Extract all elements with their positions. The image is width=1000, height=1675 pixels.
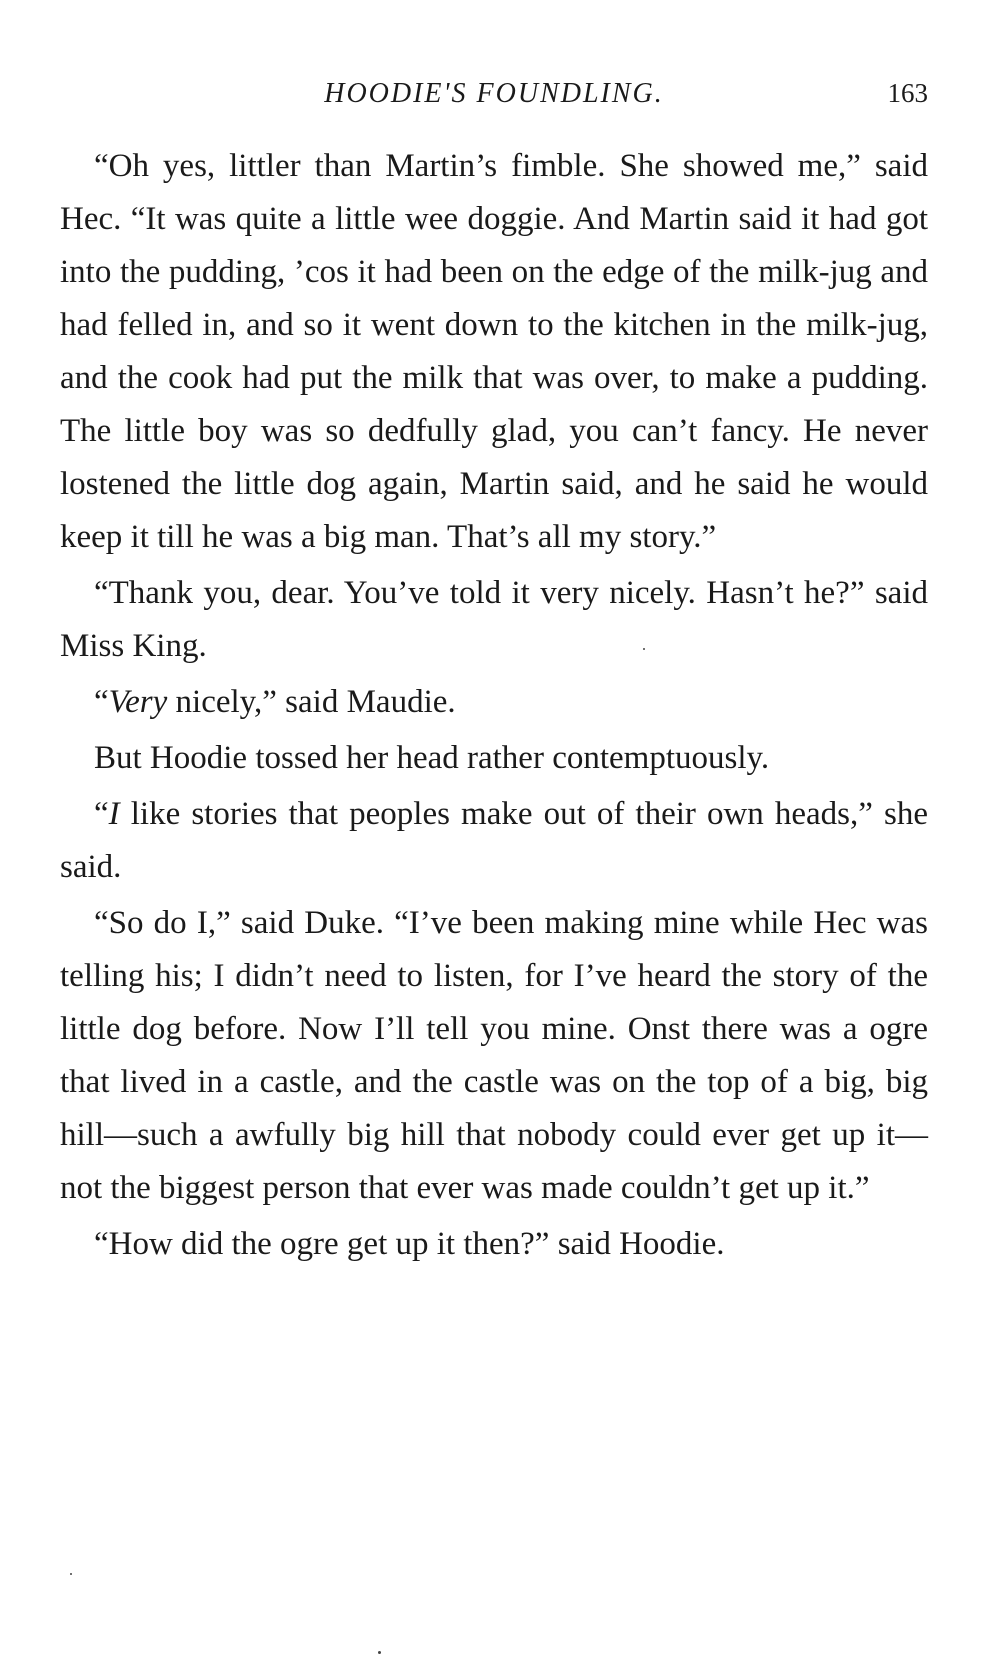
print-speck [643,648,645,650]
paragraph: “Thank you, dear. You’ve told it very nicely. Hasn’t he?” said Miss King. [60,575,928,664]
paragraph: “Oh yes, littler than Martin’s fimble. She showed me,” said Hec. “It was quite a little wee doggie. And Martin said it had got into the pudding, ’cos it had been on the edge of the milk-jug and had felled in, and so it went down to the kitchen in the milk-jug, and the cook had put the milk that was over, to make a pudding. The little boy was so dedfully glad, you can’t fancy. He never lostened the little dog again, Martin said, and he said he would keep it till he was a big man. That’s all my story.” [60,148,928,555]
page-number: 163 [887,78,928,108]
body-text [60,140,928,1274]
paragraph: “I like stories that peoples make out of their own heads,” she said. [60,796,928,885]
print-speck [70,1573,72,1575]
print-speck [378,1651,381,1654]
running-title: HOODIE'S FOUNDLING. [324,78,664,109]
running-head [60,78,928,118]
paragraph: But Hoodie tossed her head rather contemptuously. [94,740,770,776]
paragraph: “Very nicely,” said Maudie. [94,684,456,720]
paragraph: “So do I,” said Duke. “I’ve been making mine while Hec was telling his; I didn’t need to listen, for I’ve heard the story of the little dog before. Now I’ll tell you mine. Onst there was a ogre that lived in a castle, and the castle was on the top of a big, big hill—such a awfully big hill that nobody could ever get up it—not the biggest person that ever was made couldn’t get up it.” [60,905,928,1206]
paragraph: “How did the ogre get up it then?” said Hoodie. [94,1226,725,1262]
